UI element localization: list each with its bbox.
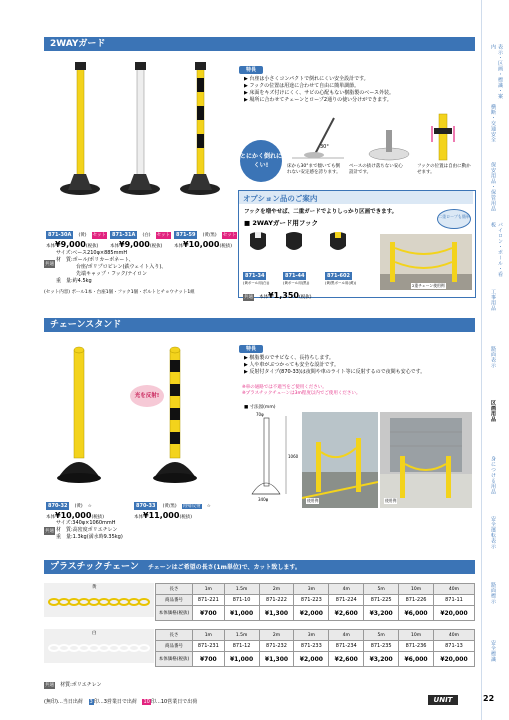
code-cell: 871-226 xyxy=(399,595,434,606)
code-cell: 871-224 xyxy=(329,595,364,606)
dim-top: 70φ xyxy=(256,412,264,417)
length-cell: 10m xyxy=(399,630,434,641)
product-code: 871-59 xyxy=(176,232,196,238)
stability-diagrams xyxy=(284,108,474,164)
sidebar-item-0[interactable] xyxy=(477,40,509,100)
set-badge: セット xyxy=(92,233,107,238)
feature-item: ▶ 人や車がぶつかっても安全な設計です。 xyxy=(244,362,340,368)
2way-guard-poles-illustration xyxy=(54,56,234,216)
sidebar-label-active: 区画用品 xyxy=(490,400,496,422)
header-length: 長さ xyxy=(156,584,193,595)
sidebar-label: 路面表示 xyxy=(490,346,496,368)
shared-label: 共通 xyxy=(45,262,54,267)
option-subtitle: フックを増やせば、二重ガードでよりしっかり区画できます。 xyxy=(244,209,398,215)
length-cell: 1.5m xyxy=(224,584,259,595)
sidebar-item-3[interactable] xyxy=(477,218,509,278)
product-871-30a xyxy=(46,221,110,249)
main-content xyxy=(44,0,475,720)
price-label: 本体 xyxy=(259,295,269,300)
price-cell: ¥2,600 xyxy=(329,652,364,667)
product-code: 870-32 xyxy=(48,503,68,509)
sidebar-label: 安全運転表示 xyxy=(490,516,496,549)
product-code: 871-30A xyxy=(48,232,72,238)
spec-line: サイズ:340φ×1060mmH xyxy=(56,520,116,526)
price-cell: ¥6,000 xyxy=(399,652,434,667)
set-badge: セット xyxy=(222,233,237,238)
dimension-title: ■ 寸法図(mm) xyxy=(244,405,276,410)
feature-item: ▶ 反射付タイプ(870-33)は夜間や車のライト等に反射するので夜間も安心です。 xyxy=(244,369,426,375)
spec-line: 重 量:約4.5kg xyxy=(56,278,92,284)
spec-list xyxy=(56,250,240,285)
product-code: 871-31A xyxy=(112,232,136,238)
price-cell: ¥2,000 xyxy=(294,652,329,667)
code-cell: 871-234 xyxy=(329,641,364,652)
chain-stand-illustration xyxy=(52,340,232,490)
sidebar-item-1[interactable] xyxy=(477,100,509,160)
option-title: オプション品のご案内 xyxy=(243,194,318,203)
hook-871-602 xyxy=(325,262,369,286)
set-contents: (セット内容) ポール1本・台座1個・フック1個・ボルトとチョウナット1組 xyxy=(44,290,195,295)
spec-line: 先端キャップ・フック/ナイロン xyxy=(56,271,147,277)
chain-color-label: 白 xyxy=(92,631,97,636)
hook-price-value: ¥1,350 xyxy=(268,291,299,300)
sidebar-index xyxy=(477,0,509,720)
price-cell: ¥3,200 xyxy=(364,652,399,667)
usage-photo-2 xyxy=(380,412,472,508)
length-cell: 1m xyxy=(193,630,225,641)
code-cell: 871-11 xyxy=(433,595,474,606)
header-price: 本体価格(税抜) xyxy=(156,606,193,621)
sidebar-item-2[interactable] xyxy=(477,158,509,218)
shared-label: 共通 xyxy=(45,529,54,534)
reflective-tag: 再帰反射 xyxy=(182,504,201,509)
chain-white-table xyxy=(155,629,475,667)
hook-desc: (黄/黒ポール用(黄)) xyxy=(325,281,357,285)
price-cell: ¥20,000 xyxy=(433,652,474,667)
sidebar-label: 工事用品 xyxy=(490,289,496,311)
option-header xyxy=(239,191,473,204)
star-mark: ☆ xyxy=(206,504,211,509)
usage-caption: 2重チェーン使用例 xyxy=(412,283,445,288)
product-color: (黄) xyxy=(78,233,87,238)
length-cell: 40m xyxy=(433,630,474,641)
shared-label: 共通 xyxy=(244,295,253,300)
code-cell: 871-223 xyxy=(294,595,329,606)
code-cell: 871-225 xyxy=(364,595,399,606)
section-title-plastic-chain xyxy=(44,560,475,574)
sidebar-label: 路面標示 xyxy=(490,582,496,604)
price-cell: ¥2,600 xyxy=(329,606,364,621)
code-cell: 871-233 xyxy=(294,641,329,652)
tax-label: (税抜) xyxy=(91,515,104,520)
chain-white-sample xyxy=(44,629,154,663)
length-cell: 1m xyxy=(193,584,225,595)
hook-code: 871-34 xyxy=(245,273,265,279)
code-cell: 871-236 xyxy=(399,641,434,652)
code-cell: 871-235 xyxy=(364,641,399,652)
header-price: 本体価格(税抜) xyxy=(156,652,193,667)
header-length: 長さ xyxy=(156,630,193,641)
sidebar-item-4[interactable] xyxy=(477,285,509,345)
length-cell: 10m xyxy=(399,584,434,595)
product-871-31a xyxy=(110,221,174,249)
usage-photo-1 xyxy=(302,412,378,508)
price-cell: ¥700 xyxy=(193,652,225,667)
product-code: 870-33 xyxy=(136,503,156,509)
code-cell: 871-12 xyxy=(224,641,259,652)
star-mark: ☆ xyxy=(87,504,92,509)
product-price: ¥10,000 xyxy=(55,511,92,520)
header-code: 商品番号 xyxy=(156,595,193,606)
legend-10day: 印…10営業日で出荷 xyxy=(150,699,198,705)
feature-item: ▶ 場所に合わせてチェーンとロープ2通りの使い分けができます。 xyxy=(244,97,392,103)
product-price: ¥9,000 xyxy=(119,240,150,249)
sidebar-label: 表示・区画・標識・案内 xyxy=(490,44,503,99)
tax-label: (税抜) xyxy=(298,295,312,300)
product-price: ¥9,000 xyxy=(55,240,86,249)
tax-label: (税抜) xyxy=(219,244,232,249)
chain-yellow-sample xyxy=(44,583,154,617)
code-cell: 871-231 xyxy=(193,641,225,652)
product-color: (黄) xyxy=(74,504,83,509)
caption-tilt: 床から30°まで傾いても倒れない安定感を誇ります。 xyxy=(287,164,341,175)
section-title-2way-guard: 2WAYガード xyxy=(44,37,475,51)
sidebar-item-8[interactable] xyxy=(477,512,509,572)
chain-color-label: 黄 xyxy=(92,585,97,590)
spec-line: サイズ:ベース210φ×885mmH xyxy=(56,250,128,256)
hook-code: 871-602 xyxy=(327,273,350,279)
product-870-32 xyxy=(46,492,126,520)
product-color: (黄/黒) xyxy=(162,504,177,509)
price-label: 本体 xyxy=(46,515,55,520)
feature-item: ▶ フックの位置は用途に合わせて自由に簡単調節。 xyxy=(244,83,360,89)
spec-line: 台座/ポリプロピレン(鉄ウェイト入り)、 xyxy=(56,264,167,270)
tax-label: (税抜) xyxy=(85,244,99,249)
length-cell: 3m xyxy=(294,630,329,641)
price-label: 本体 xyxy=(46,244,55,249)
section-title-chain-stand: チェーンスタンド xyxy=(44,318,475,332)
price-cell: ¥700 xyxy=(193,606,225,621)
usage-caption: 使用例 xyxy=(307,498,319,503)
caption-hook: フックの位置は自由に動かせます。 xyxy=(417,164,471,175)
usage-caption: 使用例 xyxy=(385,498,397,503)
hook-desc: (黄ポール用(黒)) xyxy=(283,281,310,285)
product-color: (白) xyxy=(142,233,151,238)
double-rope-bubble: 二重ロープも簡単 xyxy=(437,209,471,229)
reflect-badge: 光を反射! xyxy=(130,385,164,407)
chain-material xyxy=(44,671,101,690)
section-subtitle: チェーンはご希望の長さ(1m単位)で、カット致します。 xyxy=(147,564,301,571)
price-label: 本体 xyxy=(134,515,143,520)
spec-line: 材 質:高密度ポリエチレン xyxy=(56,527,118,533)
length-cell: 1.5m xyxy=(224,630,259,641)
length-cell: 5m xyxy=(364,584,399,595)
length-cell: 4m xyxy=(329,630,364,641)
set-badge: セット xyxy=(156,233,171,238)
price-label: 本体 xyxy=(174,244,183,249)
sidebar-item-6[interactable] xyxy=(477,396,509,456)
feature-item: ▶ 台座は小さくコンパクトで倒れにくい安全設計です。 xyxy=(244,76,369,82)
code-cell: 871-232 xyxy=(259,641,294,652)
code-cell: 871-222 xyxy=(259,595,294,606)
sidebar-item-9[interactable] xyxy=(477,578,509,638)
length-cell: 3m xyxy=(294,584,329,595)
price-cell: ¥3,200 xyxy=(364,606,399,621)
sidebar-label: 保安用品・保管用品 xyxy=(490,162,496,212)
features-list xyxy=(244,76,474,104)
sidebar-label: 安全標識 xyxy=(490,640,496,662)
spec-line: 重 量:1.3kg(満水時9.35kg) xyxy=(56,534,123,540)
footer-legend xyxy=(44,698,197,705)
chain-yellow-icon xyxy=(48,597,150,607)
code-cell: 871-10 xyxy=(224,595,259,606)
section-title-text: プラスチックチェーン xyxy=(50,562,139,572)
hook-title: ■ 2WAYガード用フック xyxy=(244,219,318,227)
stability-badge: とにかく倒れにくい! xyxy=(240,140,282,182)
length-cell: 2m xyxy=(259,584,294,595)
product-870-33 xyxy=(134,492,238,520)
dim-base: 340φ xyxy=(258,497,269,502)
product-color: (黄/黒) xyxy=(202,233,217,238)
price-cell: ¥1,300 xyxy=(259,606,294,621)
legend-3day: 印…3営業日で出荷 xyxy=(93,699,137,705)
price-cell: ¥20,000 xyxy=(433,606,474,621)
hook-price xyxy=(243,283,311,302)
code-cell: 871-13 xyxy=(433,641,474,652)
sidebar-label: パイロン・ポール・看板 xyxy=(490,222,503,277)
chain-yellow-table xyxy=(155,583,475,621)
legend-mark-3day: 3 xyxy=(89,699,93,705)
shared-label: 共通 xyxy=(45,683,54,688)
price-cell: ¥6,000 xyxy=(399,606,434,621)
price-cell: ¥1,000 xyxy=(224,652,259,667)
dim-height: 1060 xyxy=(288,454,299,459)
brand-logo: UNIT xyxy=(428,695,458,705)
hook-desc: (黄ポール用(白)) xyxy=(243,281,270,285)
page-number: 22 xyxy=(483,694,495,703)
length-cell: 2m xyxy=(259,630,294,641)
price-cell: ¥2,000 xyxy=(294,606,329,621)
spec-line: 材 質:ポール/ポリカーボネート、 xyxy=(56,257,134,263)
feature-item: ▶ 床面をキズ付けにくく、サビの心配もない樹脂製のベース外装。 xyxy=(244,90,394,96)
legend-mark-10day: 10 xyxy=(143,699,150,705)
dimension-drawing xyxy=(244,412,299,502)
product-price: ¥11,000 xyxy=(143,511,180,520)
price-cell: ¥1,300 xyxy=(259,652,294,667)
sidebar-item-10[interactable] xyxy=(477,636,509,696)
chain-features-list xyxy=(244,355,474,376)
tax-label: (税抜) xyxy=(149,244,163,249)
caption-base: ベースの抜け落ちない安心設計です。 xyxy=(349,164,403,175)
sidebar-item-5[interactable] xyxy=(477,342,509,402)
price-label: 本体 xyxy=(110,244,119,249)
sidebar-label: 身につける用品 xyxy=(490,456,496,495)
product-price: ¥10,000 xyxy=(183,240,220,249)
product-871-59 xyxy=(174,221,240,249)
features-label: 特長 xyxy=(239,345,263,353)
sidebar-label: 横断・交通安全 xyxy=(490,104,496,143)
material-text: 材質:ポリエチレン xyxy=(60,682,102,688)
length-cell: 5m xyxy=(364,630,399,641)
sidebar-item-7[interactable] xyxy=(477,452,509,512)
angle-label: 30° xyxy=(320,144,329,150)
header-code: 商品番号 xyxy=(156,641,193,652)
price-cell: ¥1,000 xyxy=(224,606,259,621)
double-chain-photo xyxy=(380,234,472,290)
hook-code: 871-44 xyxy=(285,273,305,279)
tax-label: (税抜) xyxy=(179,515,192,520)
features-label: 特長 xyxy=(239,66,263,74)
length-cell: 4m xyxy=(329,584,364,595)
note-line: ※車の通路では不適当をご使用ください。 xyxy=(242,385,327,390)
note-line: ※プラスチックチェーンは3m程度以内でご使用ください。 xyxy=(242,391,361,396)
chain-notes xyxy=(242,385,472,397)
length-cell: 40m xyxy=(433,584,474,595)
feature-item: ▶ 樹脂製のでサビなく、長持ちします。 xyxy=(244,355,334,361)
code-cell: 871-221 xyxy=(193,595,225,606)
chain-white-icon xyxy=(48,643,150,653)
legend-same-day: (無印)…当日出荷 xyxy=(44,699,83,705)
hook-illustrations xyxy=(244,230,374,260)
spec-list xyxy=(56,520,234,541)
